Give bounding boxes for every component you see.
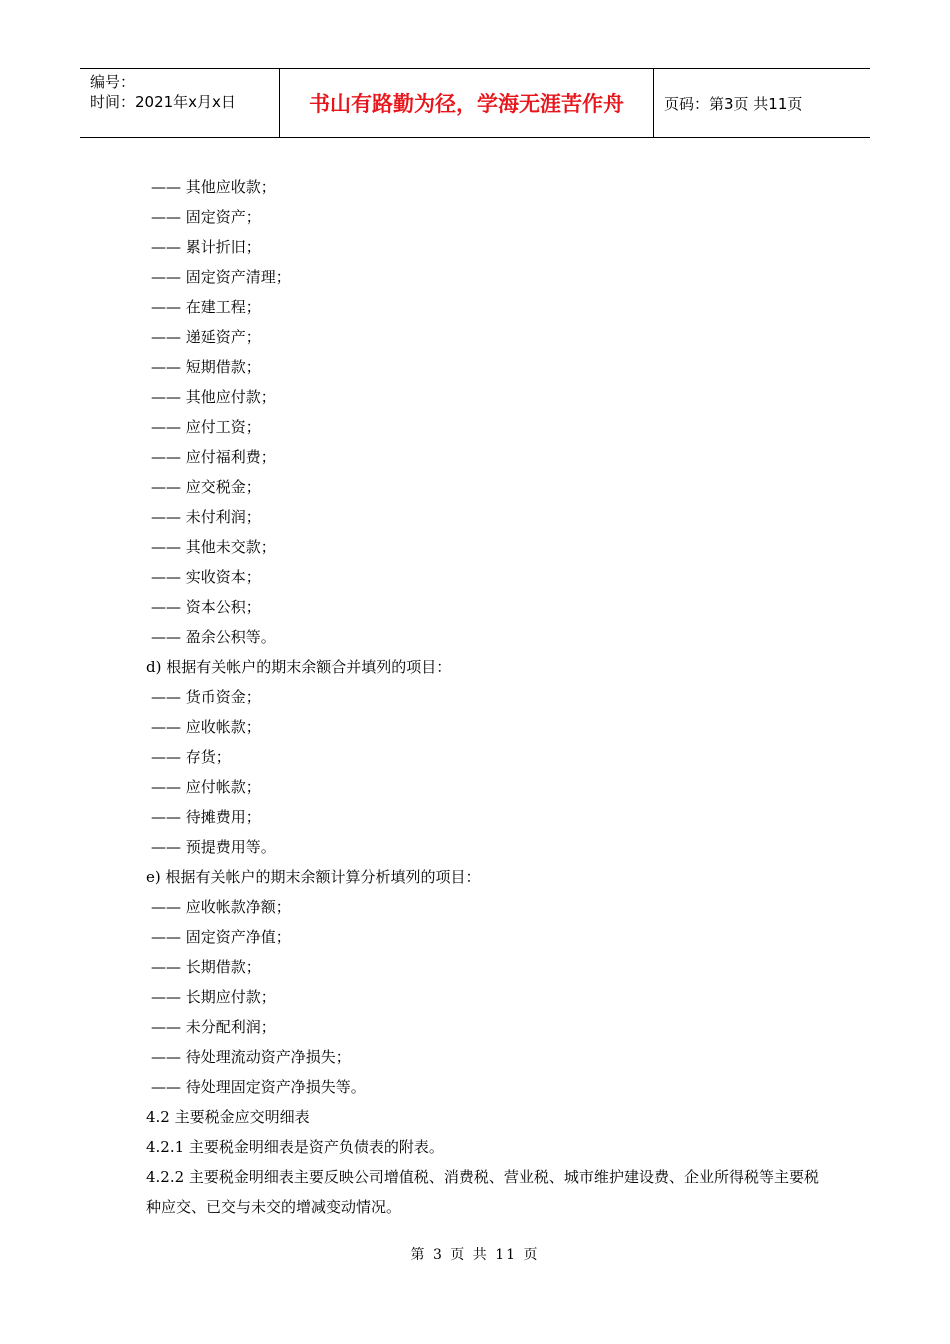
list-item: —— 盈余公积等。 bbox=[151, 628, 276, 646]
header-meta bbox=[80, 69, 280, 137]
list-item: —— 应付工资； bbox=[151, 418, 261, 436]
list-item: —— 资本公积； bbox=[151, 598, 261, 616]
list-item: —— 待摊费用； bbox=[151, 808, 261, 826]
page-footer: 第 3 页 共 11 页 bbox=[410, 1247, 540, 1263]
list-item: —— 累计折旧； bbox=[151, 238, 261, 256]
list-item: —— 固定资产清理； bbox=[151, 268, 291, 286]
list-item: —— 递延资产； bbox=[151, 328, 261, 346]
section-heading: 4.2 主要税金应交明细表 bbox=[146, 1108, 310, 1126]
section-heading: d) 根据有关帐户的期末余额合并填列的项目： bbox=[146, 658, 452, 676]
list-item: —— 预提费用等。 bbox=[151, 838, 276, 856]
section-heading: e) 根据有关帐户的期末余额计算分析填列的项目： bbox=[146, 868, 481, 886]
list-item: —— 其他应收款； bbox=[151, 178, 276, 196]
list-item: —— 应收帐款净额； bbox=[151, 898, 291, 916]
list-item: —— 长期借款； bbox=[151, 958, 261, 976]
list-item: —— 应收帐款； bbox=[151, 718, 261, 736]
list-item: —— 应交税金； bbox=[151, 478, 261, 496]
list-item: —— 其他未交款； bbox=[151, 538, 276, 556]
header-motto: 书山有路勤为径，学海无涯苦作舟 bbox=[280, 69, 654, 137]
list-item: —— 固定资产净值； bbox=[151, 928, 291, 946]
list-item: —— 应付福利费； bbox=[151, 448, 276, 466]
list-item: —— 短期借款； bbox=[151, 358, 261, 376]
list-item: —— 未分配利润； bbox=[151, 1018, 276, 1036]
document-body bbox=[146, 172, 826, 1222]
page-header bbox=[80, 68, 870, 138]
section-heading: 4.2.1 主要税金明细表是资产负债表的附表。 bbox=[146, 1138, 444, 1156]
list-item: —— 在建工程； bbox=[151, 298, 261, 316]
list-item: —— 长期应付款； bbox=[151, 988, 276, 1006]
list-item: —— 实收资本； bbox=[151, 568, 261, 586]
list-item: —— 待处理固定资产净损失等。 bbox=[151, 1078, 366, 1096]
list-item: —— 货币资金； bbox=[151, 688, 261, 706]
list-item: —— 应付帐款； bbox=[151, 778, 261, 796]
list-item: —— 存货； bbox=[151, 748, 231, 766]
time-label: 时间：2021年x月x日 bbox=[90, 93, 236, 111]
list-item: —— 固定资产； bbox=[151, 208, 261, 226]
list-item: —— 待处理流动资产净损失； bbox=[151, 1048, 351, 1066]
list-item: —— 其他应付款； bbox=[151, 388, 276, 406]
list-item: —— 未付利润； bbox=[151, 508, 261, 526]
paragraph: 4.2.2 主要税金明细表主要反映公司增值税、消费税、营业税、城市维护建设费、企业所得税等主要税种应交、已交与未交的增减变动情况。 bbox=[146, 1168, 819, 1216]
header-page-label: 页码：第3页 共11页 bbox=[664, 94, 803, 113]
number-label: 编号： bbox=[90, 73, 136, 91]
